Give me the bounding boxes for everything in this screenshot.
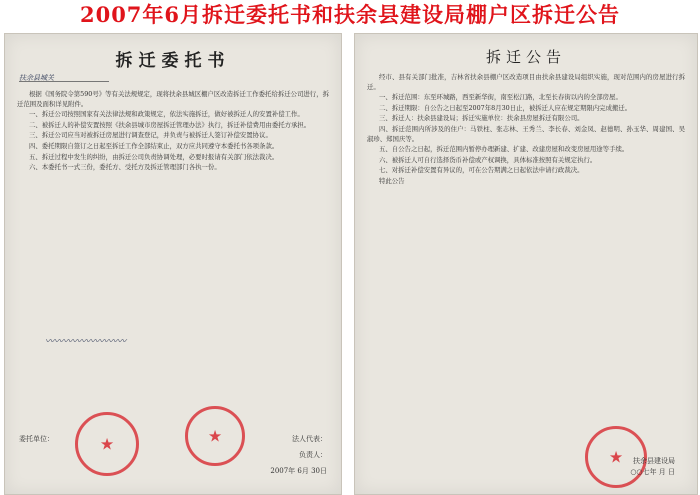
paragraph: 二、拆迁期限：自公告之日起至2007年8月30日止，被拆迁人应在规定期限内完成搬迁。 — [379, 103, 632, 112]
signing-date: 2007年 6月 30日 — [270, 467, 327, 475]
entrustment-body — [5, 84, 341, 173]
responsible-person-label: 负责人： — [299, 451, 327, 459]
legal-rep-label: 法人代表： — [292, 435, 327, 443]
paragraph: 二、被拆迁人的补偿安置按照《扶余县城市房屋拆迁管理办法》执行，拆迁补偿费用由委托方承担。 — [29, 120, 311, 129]
official-seal-red — [185, 406, 245, 466]
seal-star-icon: ★ — [608, 447, 624, 467]
paragraph: 五、自公告之日起，拆迁范围内暂停办理新建、扩建、改建房屋和改变房屋用途等手续。 — [379, 145, 629, 154]
paragraph: 一、拆迁范围：东至环城路，西至新华街，南至松江路，北至长春街以内的全部房屋。 — [379, 93, 622, 102]
entrustment-letter-title: 拆迁委托书 — [115, 51, 231, 71]
paragraph: 三、拆迁人：扶余县建设局；拆迁实施单位：扶余县房屋拆迁有限公司。 — [379, 114, 584, 123]
paragraph: 根据《国务院令第590号》等有关法规规定，现将扶余县城区棚户区改造拆迁工作委托给拆迁公司进行，拆迁范围及面积详见附件。 — [17, 90, 329, 108]
paragraph: 一、拆迁公司按照国家有关法律法规和政策规定，依法实施拆迁，做好被拆迁人的安置补偿工作。 — [29, 110, 304, 119]
official-seal-red — [75, 412, 139, 476]
paragraph: 六、被拆迁人可自行选择货币补偿或产权调换，具体标准按照有关规定执行。 — [379, 155, 597, 164]
notice-date: ○○七年 月 日 — [630, 468, 675, 476]
paragraph: 四、拆迁范围内所涉及的住户：马铁柱、张志林、王秀兰、李长春、刘金凤、赵德明、孙玉华、周建国、吴淑珍、郑国庆等。 — [367, 124, 685, 143]
seal-star-icon: ★ — [207, 426, 223, 446]
paragraph: 特此公告 — [379, 176, 405, 185]
demolition-notice-document — [354, 33, 698, 495]
demolition-notice-title: 拆迁公告 — [485, 48, 566, 66]
seal-star-icon: ★ — [99, 434, 115, 454]
page-headline: 2007年6月拆迁委托书和扶余县建设局棚户区拆迁公告 — [79, 2, 621, 27]
issuing-organization: 扶余县建设局 — [633, 457, 675, 465]
handwritten-recipient: 扶余县城关 — [19, 73, 109, 82]
handwritten-annotation: 〰〰〰〰〰〰〰〰〰 — [45, 337, 127, 347]
entrusting-unit-label: 委托单位： — [19, 435, 54, 443]
recipient-line — [5, 71, 341, 84]
paragraph: 五、拆迁过程中发生的纠纷，由拆迁公司负责协调处理，必要时报请有关部门依法裁决。 — [29, 152, 279, 161]
paragraph: 三、拆迁公司应当对被拆迁房屋进行调查登记，并负责与被拆迁人签订补偿安置协议。 — [29, 131, 272, 140]
entrustment-letter-document — [4, 33, 342, 495]
paragraph: 六、本委托书一式三份，委托方、受托方及拆迁管理部门各执一份。 — [29, 163, 221, 172]
paragraph: 四、委托期限自签订之日起至拆迁工作全部结束止，双方应共同遵守本委托书各项条款。 — [29, 141, 279, 150]
signature-block — [19, 434, 327, 482]
paragraph: 七、对拆迁补偿安置有异议的，可在公告期满之日起依法申请行政裁决。 — [379, 166, 584, 175]
paragraph: 经市、县有关部门批准，吉林省扶余县棚户区改造项目由扶余县建设局组织实施，现对范围内的房屋进行拆迁。 — [367, 73, 685, 91]
notice-body — [355, 67, 697, 187]
notice-signoff — [630, 456, 675, 478]
